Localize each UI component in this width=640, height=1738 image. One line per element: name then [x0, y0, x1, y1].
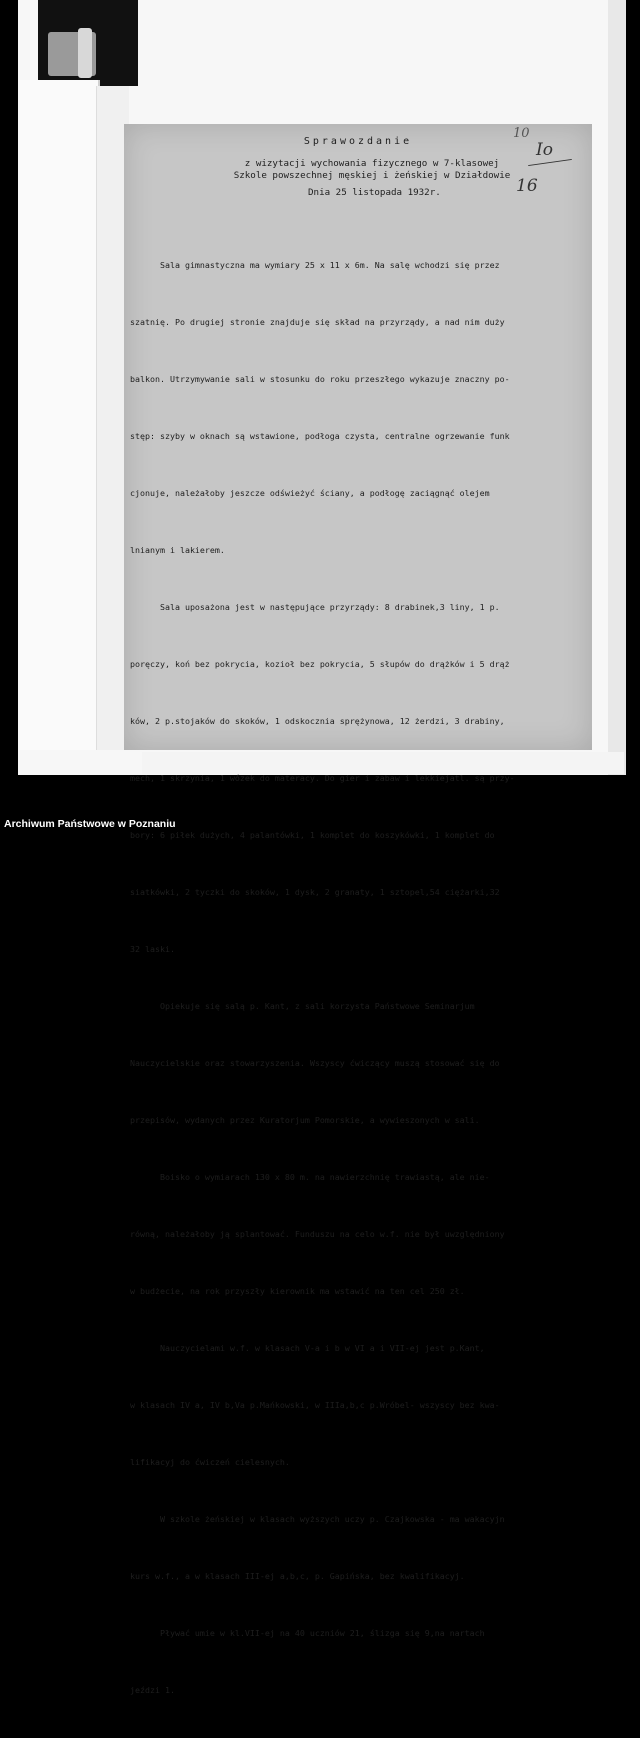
handwritten-number-1: 10: [513, 126, 530, 141]
document-title: Sprawozdanie: [303, 136, 413, 147]
archive-label: Archiwum Państwowe w Poznaniu: [4, 818, 176, 830]
body-line: bory: 6 piłek dużych, 4 palantówki, 1 komplet do koszykówki, 1 komplet do: [130, 830, 495, 840]
binder-clip-highlight: [78, 28, 92, 78]
document-subtitle-line-2: Szkole powszechnej męskiej i żeńskiej w Działdowie: [233, 170, 511, 181]
body-line: lifikacyj do ćwiczeń cielesnych.: [130, 1457, 290, 1467]
body-line: równą, należałoby ją splantować. Funduszu na celo w.f. nie był uwzględniony: [130, 1229, 505, 1239]
document-date: Dnia 25 listopada 1932r.: [308, 187, 441, 198]
right-frame: [626, 0, 640, 840]
document-sheet: [124, 124, 592, 1695]
body-line: 32 laski.: [130, 944, 175, 954]
body-line: jeździ 1.: [130, 1685, 175, 1695]
body-line: siatkówki, 2 tyczki do skoków, 1 dysk, 2 granaty, 1 sztopel,54 ciężarki,32: [130, 887, 500, 897]
body-line: mech, 1 skrzynia, 1 wózek do materacy. Do gier i zabaw i lekkiejatl. są przy-: [130, 773, 515, 783]
body-line: Pływać umie w kl.VII-ej na 40 uczniów 21, ślizga się 9,na nartach: [130, 1628, 485, 1638]
body-line: poręczy, koń bez pokrycia, kozioł bez pokrycia, 5 słupów do drążków i 5 drąż: [130, 659, 510, 669]
body-line: W szkole żeńskiej w klasach wyższych uczy p. Czajkowska - ma wakacyjn: [130, 1514, 505, 1524]
underlying-page: [20, 80, 100, 750]
body-line: Nauczycielami w.f. w klasach V-a i b w VI a i VII-ej jest p.Kant,: [130, 1343, 485, 1353]
body-line: stęp: szyby w oknach są wstawione, podłoga czysta, centralne ogrzewanie funk: [130, 431, 510, 441]
left-frame: [0, 0, 18, 840]
body-line: Nauczycielskie oraz stowarzyszenia. Wszyscy ćwiczący muszą stosować się do: [130, 1058, 500, 1068]
document-body: [130, 218, 590, 1738]
document-subtitle-line-1: z wizytacji wychowania fizycznego w 7-klasowej: [244, 158, 500, 169]
body-line: przepisów, wydanych przez Kuratorjum Pomorskie, a wywieszonych w sali.: [130, 1115, 480, 1125]
body-line: w budżecie, na rok przyszły kierownik ma wstawić na ten cel 250 zł.: [130, 1286, 465, 1296]
body-line: w klasach IV a, IV b,Va p.Mańkowski, w IIIa,b,c p.Wróbel- wszyscy bez kwa-: [130, 1400, 500, 1410]
handwritten-number-3: 16: [516, 176, 538, 196]
body-line: Sala gimnastyczna ma wymiary 25 x 11 x 6m. Na salę wchodzi się przez: [130, 260, 500, 270]
body-line: Opiekuje się salą p. Kant, z sali korzysta Państwowe Seminarjum: [130, 1001, 475, 1011]
handwritten-number-2: Io: [536, 140, 553, 160]
body-line: Boisko o wymiarach 130 x 80 m. na nawierzchnię trawiastą, ale nie-: [130, 1172, 490, 1182]
body-line: cjonuje, należałoby jeszcze odświeżyć ściany, a podłogę zaciągnąć olejem: [130, 488, 490, 498]
body-line: kurs w.f., a w klasach III-ej a,b,c, p. Gapińska, bez kwalifikacyj.: [130, 1571, 465, 1581]
body-line: szatnię. Po drugiej stronie znajduje się skład na przyrządy, a nad nim duży: [130, 317, 505, 327]
body-line: ków, 2 p.stojaków do skoków, 1 odskocznia sprężynowa, 12 żerdzi, 3 drabiny,: [130, 716, 505, 726]
body-line: balkon. Utrzymywanie sali w stosunku do roku przeszłego wykazuje znaczny po-: [130, 374, 510, 384]
body-line: Sala uposażona jest w następujące przyrządy: 8 drabinek,3 liny, 1 p.: [130, 602, 500, 612]
body-line: lnianym i lakierem.: [130, 545, 225, 555]
